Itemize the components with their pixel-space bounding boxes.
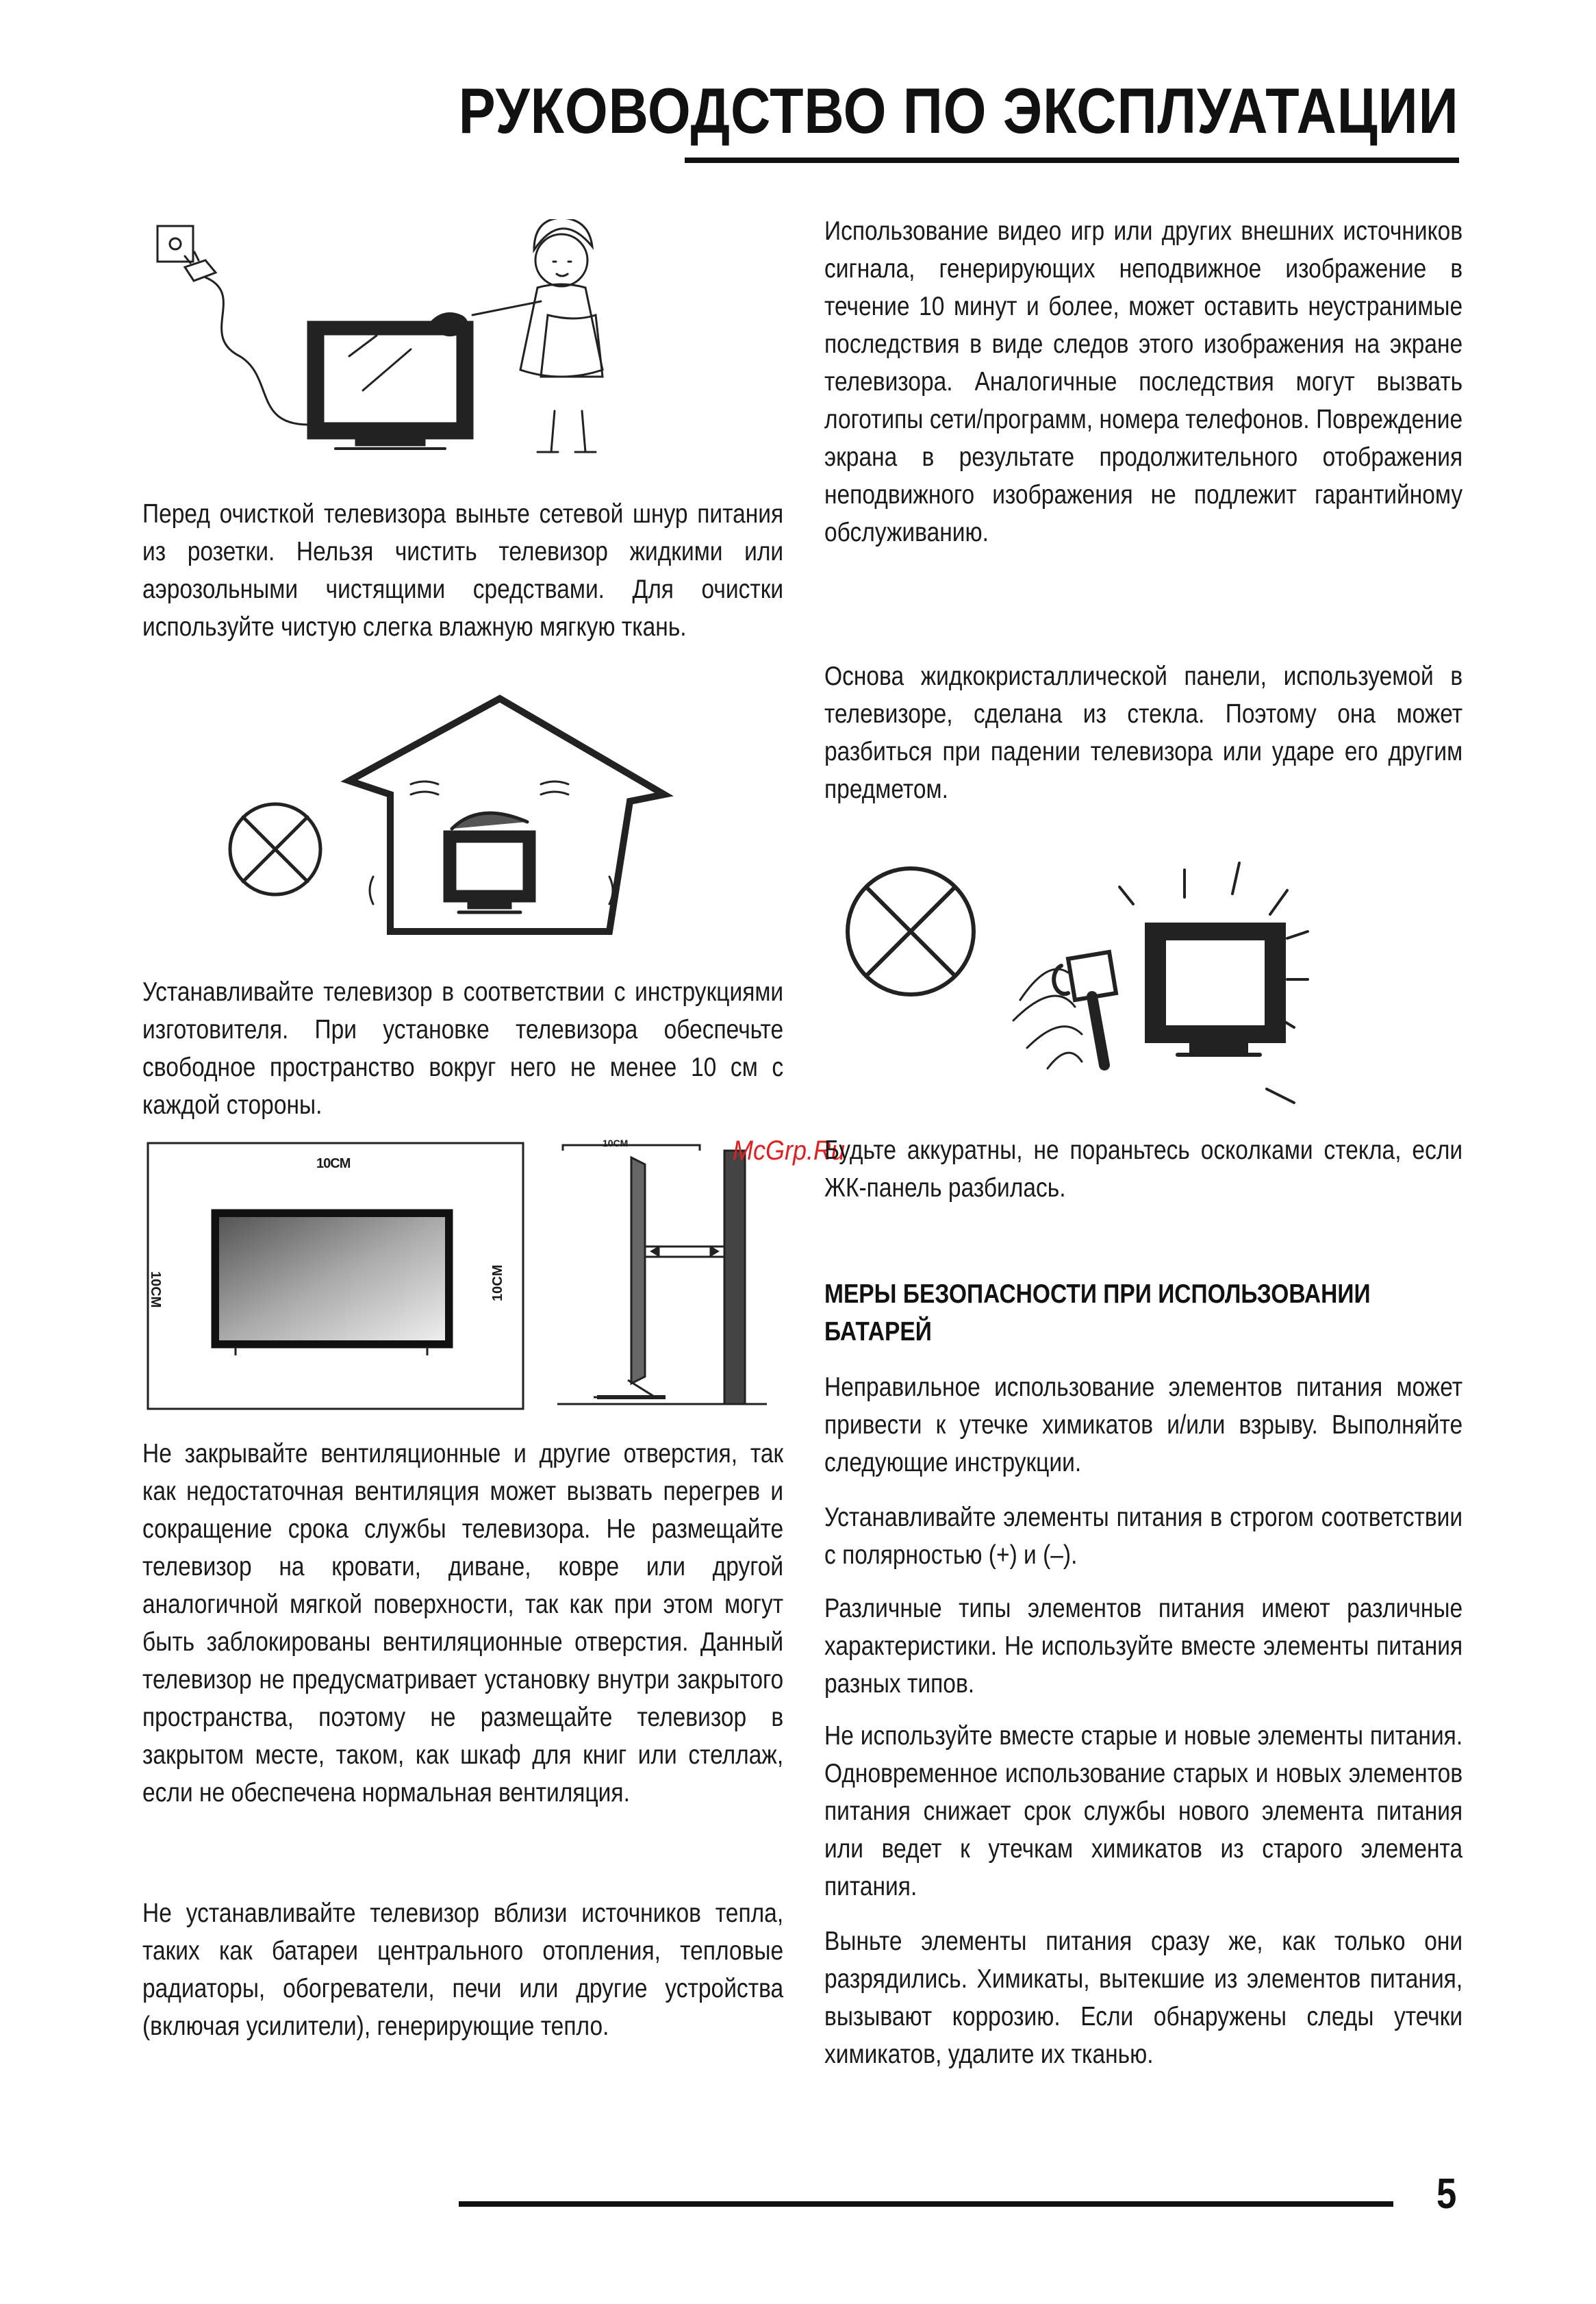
cleaning-paragraph: Перед очисткой телевизора выньте сетевой шнур питания из розетки. Нельзя чистить телевизор жидкими или аэрозольными чистящими средствами. Для очистки используйте чистую слегка влажную мягкую ткань.: [142, 499, 784, 642]
battery-paragraph-2: Устанавливайте элементы питания в строгом соответствии с полярностью (+) и (–).: [824, 1503, 1463, 1570]
ventilation-paragraph: Не закрывайте вентиляционные и другие отверстия, так как недостаточная вентиляция может вызвать перегрев и сокращение срока службы телевизора. Не размещайте телевизор на кровати, диване, ковре или другой аналогичной мягкой поверхности, так как при этом могут быть заблокированы вентиляционные отверстия. Данный телевизор не предусматривает установку внутри закрытого пространства, поэтому не размещайте телевизор в закрытом месте, таком, как шкаф для книг или стеллаж, если не обеспечена нормальная вентиляция.: [142, 1439, 784, 1807]
battery-paragraph-3: Различные типы элементов питания имеют различные характеристики. Не используйте вместе элементы питания разных типов.: [824, 1594, 1463, 1699]
page-number: 5: [1436, 2170, 1457, 2218]
heat-paragraph: Не устанавливайте телевизор вблизи источников тепла, таких как батареи центрального отопления, тепловые радиаторы, обогреватели, печи или другие устройства (включая усилители), генерирующие тепло.: [142, 1899, 784, 2041]
page-title: РУКОВОДСТВО ПО ЭКСПЛУАТАЦИИ: [459, 75, 1459, 147]
impact-illustration: [842, 849, 1383, 1116]
battery-paragraph-1: Неправильное использование элементов питания может привести к утечке химикатов и/или взрыву. Выполняйте следующие инструкции.: [824, 1373, 1463, 1477]
enclosed-space-illustration: [226, 692, 698, 938]
video-games-paragraph: Использование видео игр или других внешних источников сигнала, генерирующих неподвижное изображение в течение 10 минут и более, может оставить неустранимые последствия в виде следов этого изображения на экране телевизора. Аналогичные последствия могут вызвать логотипы сети/программ, номера телефонов. Повреждение экрана в результате продолжительного отображения неподвижного изображения не подлежит гарантийному обслуживанию.: [824, 216, 1463, 547]
clearance-label-left: 10CM: [148, 1271, 163, 1308]
battery-heading: МЕРЫ БЕЗОПАСНОСТИ ПРИ ИСПОЛЬЗОВАНИИ БАТАРЕЙ: [824, 1279, 1371, 1347]
clearance-label-top: 10CM: [316, 1156, 351, 1171]
footer-rule: [459, 2201, 1393, 2207]
wall-socket-icon: [157, 226, 193, 262]
prohibited-icon: [848, 868, 974, 994]
install-paragraph: Устанавливайте телевизор в соответствии с инструкциями изготовителя. При установке телевизора обеспечьте свободное пространство вокруг него не менее 10 см с каждой стороны.: [142, 977, 784, 1120]
watermark: McGrp.Ru: [733, 1136, 846, 1166]
cleaning-illustration: [144, 219, 644, 459]
clearance-label-side-top: 10CM: [603, 1138, 629, 1149]
glass-paragraph: Основа жидкокристаллической панели, используемой в телевизоре, сделана из стекла. Поэтому она может разбиться при падении телевизора или ударе его другим предметом.: [824, 662, 1463, 804]
prohibited-icon: [230, 804, 320, 894]
title-rule: [685, 158, 1459, 163]
battery-paragraph-4: Не используйте вместе старые и новые элементы питания. Одновременное использование старых и новых элементов питания снижает срок службы нового элемента питания или ведет к утечкам химикатов из старого элемента питания.: [824, 1721, 1463, 1901]
careful-paragraph: Будьте аккуратны, не пораньтесь осколками стекла, если ЖК-панель разбилась.: [824, 1136, 1463, 1203]
side-clearance-diagram: [556, 1137, 768, 1411]
front-clearance-diagram: [147, 1142, 524, 1410]
clearance-label-right: 10CM: [490, 1264, 505, 1301]
battery-paragraph-5: Выньте элементы питания сразу же, как только они разрядились. Химикаты, вытекшие из элементов питания, вызывают коррозию. Если обнаружены следы утечки химикатов, удалите их тканью.: [824, 1927, 1463, 2069]
